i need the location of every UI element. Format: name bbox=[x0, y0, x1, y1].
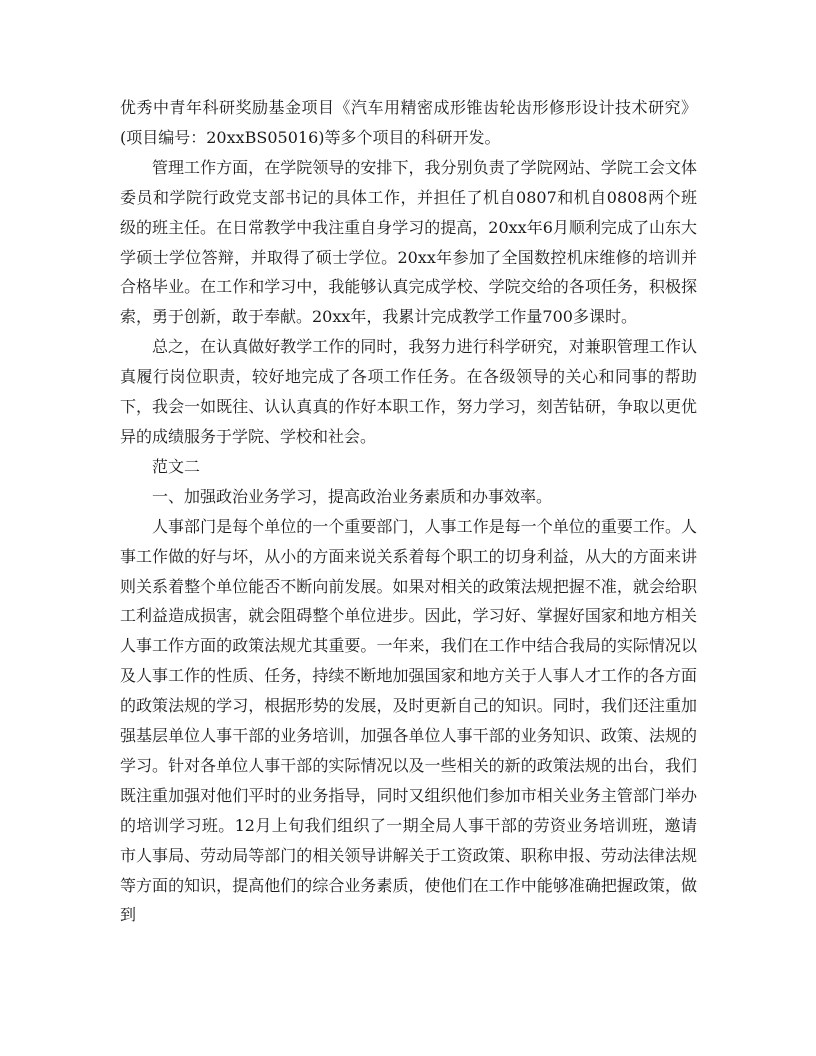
section-heading-sample-two: 范文二 bbox=[152, 456, 201, 476]
document-body bbox=[120, 93, 697, 930]
section-subheading-political-study: 一、加强政治业务学习，提高政治业务素质和办事效率。 bbox=[152, 486, 553, 506]
paragraph-personnel-department: 人事部门是每个单位的一个重要部门，人事工作是每一个单位的重要工作。人事工作做的好与坏，从小的方面来说关系着每个职工的切身利益，从大的方面来讲则关系着整个单位能否不断向前发展。如果对相关的政策法规把握不准，就会给职工利益造成损害，就会阻碍整个单位进步。因此，学习好、掌握好国家和地方相关人事工作方面的政策法规尤其重要。一年来，我们在工作中结合我局的实际情况以及人事工作的性质、任务，持续不断地加强国家和地方关于人事人才工作的各方面的政策法规的学习，根据形势的发展，及时更新自己的知识。同时，我们还注重加强基层单位人事干部的业务培训，加强各单位人事干部的业务知识、政策、法规的学习。针对各单位人事干部的实际情况以及一些相关的新的政策法规的出台，我们既注重加强对他们平时的业务指导，同时又组织他们参加市相关业务主管部门举办的培训学习班。12月上旬我们组织了一期全局人事干部的劳资业务培训班，邀请市人事局、劳动局等部门的相关领导讲解关于工资政策、职称申报、劳动法律法规等方面的知识，提高他们的综合业务素质，使他们在工作中能够准确把握政策，做到 bbox=[120, 516, 697, 925]
paragraph-summary: 总之，在认真做好教学工作的同时，我努力进行科学研究，对兼职管理工作认真履行岗位职责，较好地完成了各项工作任务。在各级领导的关心和同事的帮助下，我会一如既往、认认真真的作好本职工作，努力学习，刻苦钻研，争取以更优异的成绩服务于学院、学校和社会。 bbox=[120, 337, 697, 446]
paragraph-project-continuation: 优秀中青年科研奖励基金项目《汽车用精密成形锥齿轮齿形修形设计技术研究》(项目编号：20xxBS05016)等多个项目的科研开发。 bbox=[120, 98, 697, 147]
paragraph-management-work: 管理工作方面，在学院领导的安排下，我分别负责了学院网站、学院工会文体委员和学院行政党支部书记的具体工作，并担任了机自0807和机自0808两个班级的班主任。在日常教学中我注重自身学习的提高，20xx年6月顺利完成了山东大学硕士学位答辩，并取得了硕士学位。20xx年参加了全国数控机床维修的培训并合格毕业。在工作和学习中，我能够认真完成学校、学院交给的各项任务，积极探索，勇于创新，敢于奉献。20xx年，我累计完成教学工作量700多课时。 bbox=[120, 157, 697, 327]
